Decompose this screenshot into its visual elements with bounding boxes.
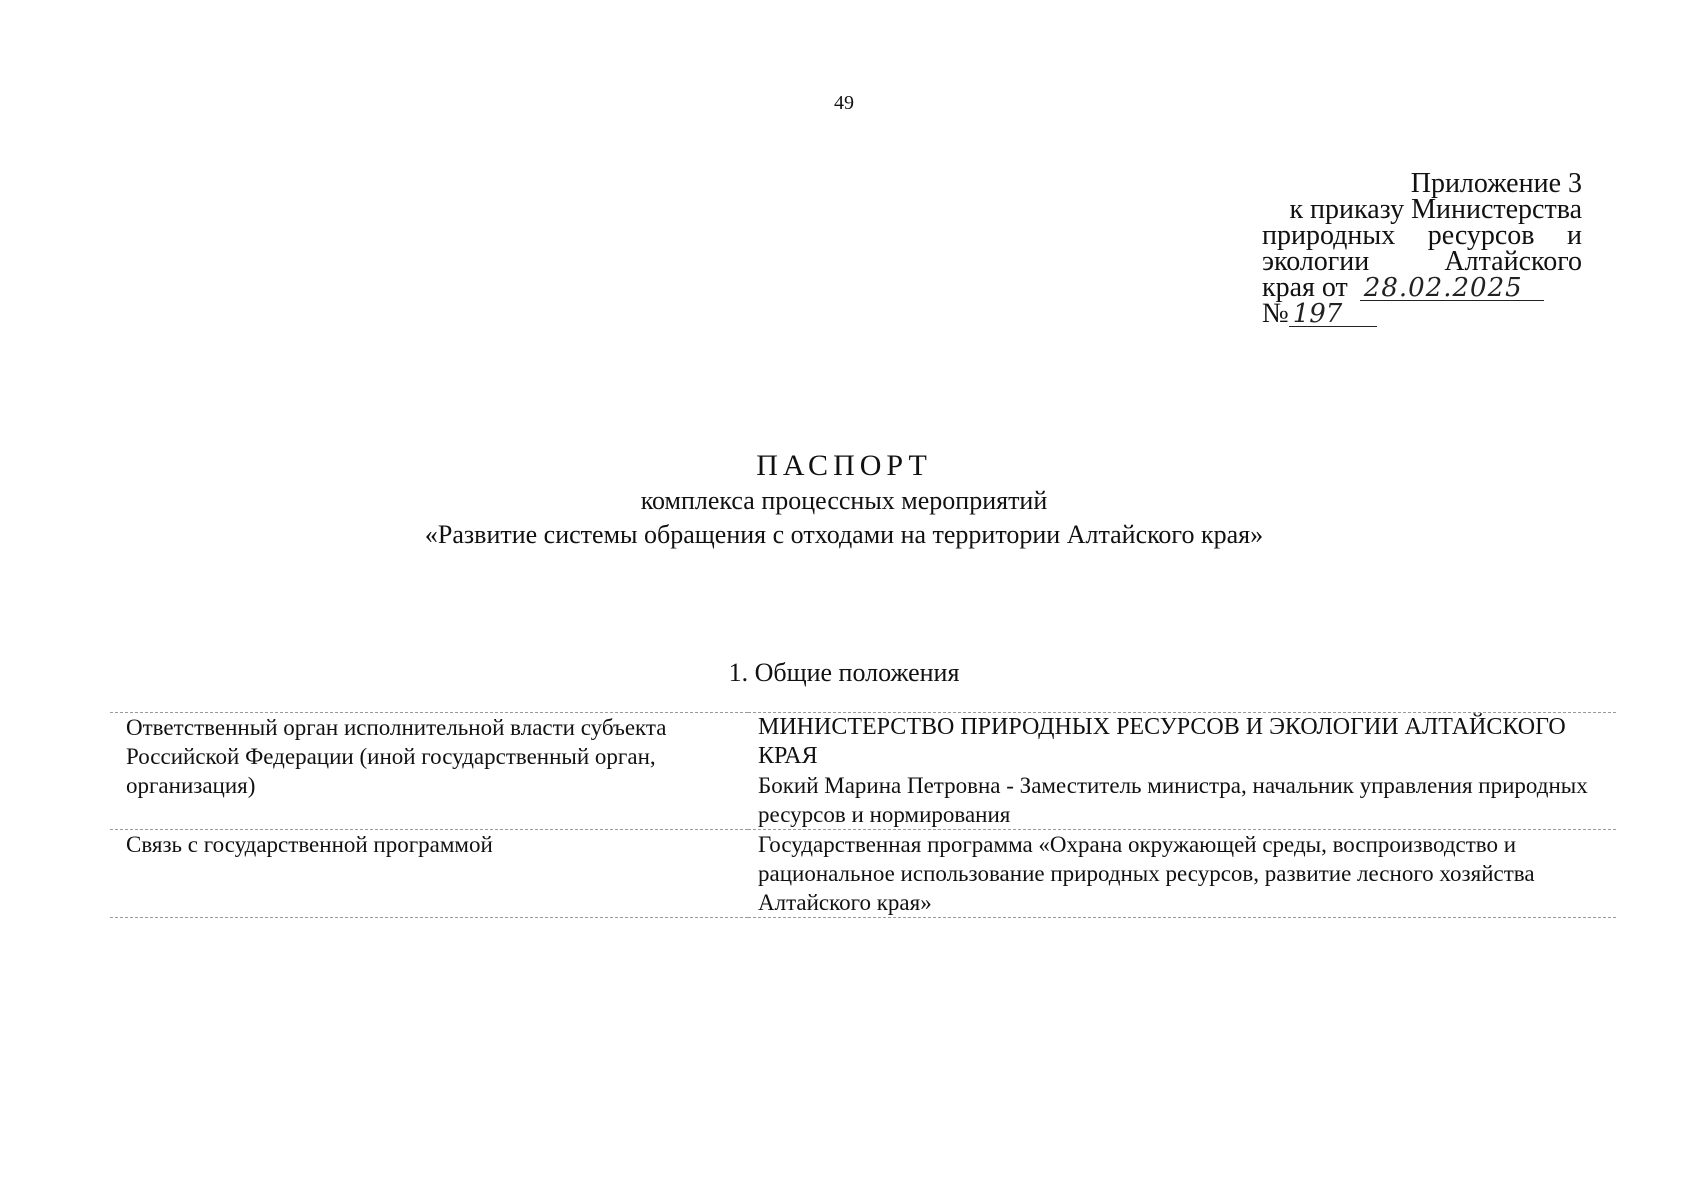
appendix-word: и: [1567, 220, 1582, 251]
table-row: [110, 713, 1616, 830]
row-label: Ответственный орган исполнительной власти субъекта Российской Федерации (иной государственный орган, организация): [110, 713, 748, 830]
appendix-line-6: [1262, 298, 1582, 329]
page-number: 49: [834, 92, 854, 114]
document-subtitle-2: «Развитие системы обращения с отходами на территории Алтайского края»: [424, 520, 1264, 549]
handwritten-number: 197: [1289, 302, 1377, 327]
state-program: Государственная программа «Охрана окружающей среды, воспроизводство и рациональное использование природных ресурсов, развитие лесного хозяйства Алтайского края»: [758, 832, 1535, 915]
responsible-person: Бокий Марина Петровна - Заместитель министра, начальник управления природных ресурсов и нормирования: [758, 773, 1588, 827]
handwritten-date: 28.02.2025: [1360, 276, 1544, 301]
appendix-word: природных: [1262, 220, 1396, 251]
section-title: 1. Общие положения: [728, 658, 960, 687]
document-title: ПАСПОРТ: [756, 449, 932, 482]
general-provisions-table: [110, 712, 1616, 918]
appendix-line-2: к приказу Министерства: [1289, 194, 1582, 225]
appendix-number-prefix: №: [1262, 298, 1289, 329]
table-row: [110, 830, 1616, 918]
appendix-line-5: [1262, 272, 1582, 303]
appendix-line-1: Приложение 3: [1410, 168, 1582, 199]
responsible-organ: МИНИСТЕРСТВО ПРИРОДНЫХ РЕСУРСОВ И ЭКОЛОГИИ АЛТАЙСКОГО КРАЯ: [758, 714, 1566, 769]
document-title-block: [0, 448, 1688, 552]
appendix-word: ресурсов: [1427, 220, 1535, 251]
appendix-word: экологии: [1262, 246, 1370, 277]
document-subtitle-1: комплекса процессных мероприятий: [640, 486, 1048, 515]
appendix-date-prefix: края от: [1262, 272, 1348, 303]
row-value: [748, 713, 1616, 830]
row-value: [748, 830, 1616, 918]
appendix-word: Алтайского: [1444, 246, 1582, 277]
row-label: Связь с государственной программой: [110, 830, 748, 918]
appendix-block: [1262, 168, 1582, 329]
